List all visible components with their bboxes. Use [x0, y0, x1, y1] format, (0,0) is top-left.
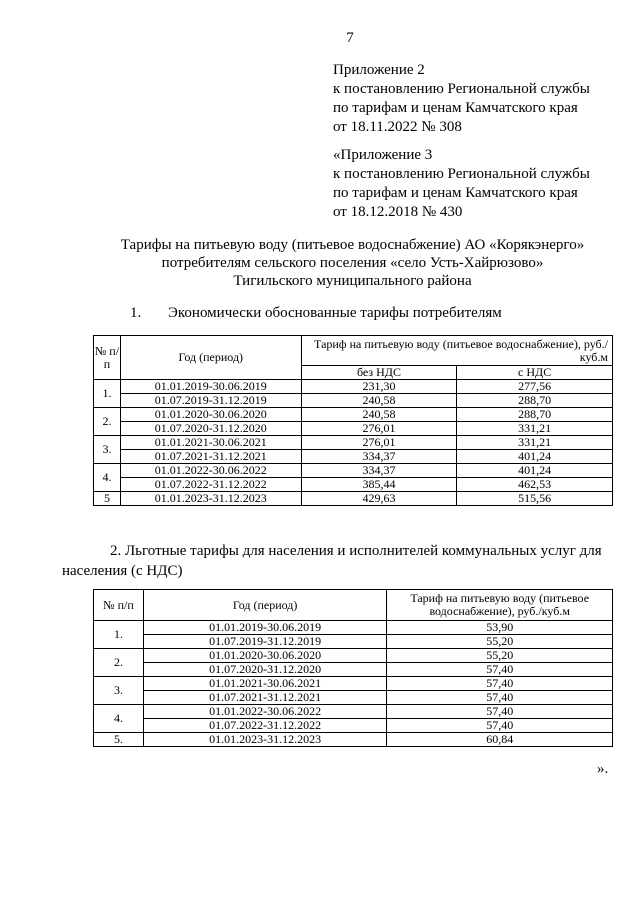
tariff-cell: 57,40	[387, 677, 613, 691]
tariff-with-vat-cell: 462,53	[457, 478, 613, 492]
table-row	[94, 408, 613, 422]
row-number: 4.	[94, 464, 121, 492]
economic-tariffs-table	[93, 335, 613, 506]
row-number: 2.	[94, 649, 144, 677]
tariff-without-vat-cell: 429,63	[301, 492, 457, 506]
section-2-line: населения (с НДС)	[62, 563, 183, 579]
appendix-line: по тарифам и ценам Камчатского края	[333, 100, 578, 116]
period-cell: 01.01.2021-30.06.2021	[143, 677, 386, 691]
period-cell: 01.01.2023-31.12.2023	[120, 492, 301, 506]
table-row	[94, 380, 613, 394]
appendix-3-reference	[333, 146, 590, 222]
header-period: Год (период)	[143, 590, 386, 621]
tariff-without-vat-cell: 276,01	[301, 436, 457, 450]
period-cell: 01.07.2019-31.12.2019	[143, 635, 386, 649]
period-cell: 01.01.2023-31.12.2023	[143, 733, 386, 747]
appendix-line: от 18.12.2018 № 430	[333, 204, 463, 220]
tariff-with-vat-cell: 515,56	[457, 492, 613, 506]
tariff-cell: 55,20	[387, 649, 613, 663]
appendix-line: «Приложение 3	[333, 147, 433, 163]
row-number: 3.	[94, 677, 144, 705]
table-row	[94, 733, 613, 747]
table-row	[94, 478, 613, 492]
tariff-with-vat-cell: 288,70	[457, 394, 613, 408]
appendix-line: по тарифам и ценам Камчатского края	[333, 185, 578, 201]
tariff-cell: 55,20	[387, 635, 613, 649]
tariff-cell: 53,90	[387, 621, 613, 635]
tariff-cell: 57,40	[387, 705, 613, 719]
table-row	[94, 663, 613, 677]
header-tariff: Тариф на питьевую воду (питьевое водоснабжение), руб./куб.м	[301, 336, 612, 366]
table-row	[94, 422, 613, 436]
tariff-cell: 57,40	[387, 719, 613, 733]
table-row	[94, 705, 613, 719]
page-number: 7	[346, 30, 354, 46]
section-1-heading	[130, 305, 502, 322]
period-cell: 01.07.2022-31.12.2022	[120, 478, 301, 492]
period-cell: 01.01.2020-30.06.2020	[143, 649, 386, 663]
header-tariff: Тариф на питьевую воду (питьевое водоснабжение), руб./куб.м	[387, 590, 613, 621]
tariff-with-vat-cell: 401,24	[457, 464, 613, 478]
row-number: 1.	[94, 380, 121, 408]
tariff-without-vat-cell: 240,58	[301, 394, 457, 408]
appendix-line: от 18.11.2022 № 308	[333, 119, 462, 135]
row-number: 2.	[94, 408, 121, 436]
row-number: 5.	[94, 733, 144, 747]
tariff-without-vat-cell: 334,37	[301, 464, 457, 478]
title-line: потребителям сельского поселения «село Усть-Хайрюзово»	[161, 255, 544, 271]
appendix-line: Приложение 2	[333, 62, 425, 78]
tariff-cell: 57,40	[387, 691, 613, 705]
tariff-with-vat-cell: 331,21	[457, 436, 613, 450]
document-title	[60, 236, 640, 290]
table-row	[94, 649, 613, 663]
tariff-with-vat-cell: 277,56	[457, 380, 613, 394]
period-cell: 01.07.2020-31.12.2020	[120, 422, 301, 436]
tariff-with-vat-cell: 401,24	[457, 450, 613, 464]
appendix-line: к постановлению Региональной службы	[333, 81, 590, 97]
preferential-tariffs-table	[93, 589, 613, 747]
row-number: 3.	[94, 436, 121, 464]
appendix-line: к постановлению Региональной службы	[333, 166, 590, 182]
period-cell: 01.07.2019-31.12.2019	[120, 394, 301, 408]
closing-quote: ».	[597, 761, 609, 777]
table-row	[94, 621, 613, 635]
table-row	[94, 450, 613, 464]
header-no: № п/п	[94, 336, 121, 380]
table-row	[94, 436, 613, 450]
appendix-2-reference	[333, 61, 590, 137]
header-no: № п/п	[94, 590, 144, 621]
tariff-without-vat-cell: 334,37	[301, 450, 457, 464]
header-without-vat: без НДС	[301, 366, 457, 380]
row-number: 5	[94, 492, 121, 506]
tariff-without-vat-cell: 276,01	[301, 422, 457, 436]
header-with-vat: с НДС	[457, 366, 613, 380]
tariff-with-vat-cell: 288,70	[457, 408, 613, 422]
table-row	[94, 464, 613, 478]
table-row	[94, 677, 613, 691]
period-cell: 01.01.2020-30.06.2020	[120, 408, 301, 422]
period-cell: 01.07.2020-31.12.2020	[143, 663, 386, 677]
table-row	[94, 492, 613, 506]
section-title: Экономически обоснованные тарифы потребителям	[168, 305, 502, 321]
period-cell: 01.01.2019-30.06.2019	[120, 380, 301, 394]
tariff-without-vat-cell: 385,44	[301, 478, 457, 492]
period-cell: 01.01.2022-30.06.2022	[120, 464, 301, 478]
title-line: Тарифы на питьевую воду (питьевое водоснабжение) АО «Корякэнерго»	[120, 237, 585, 253]
section-2-heading	[62, 541, 622, 581]
section-2-line: 2. Льготные тарифы для населения и исполнителей коммунальных услуг для	[110, 543, 602, 559]
table-row	[94, 635, 613, 649]
row-number: 1.	[94, 621, 144, 649]
period-cell: 01.01.2022-30.06.2022	[143, 705, 386, 719]
section-number: 1.	[130, 305, 142, 321]
table-row	[94, 394, 613, 408]
period-cell: 01.07.2021-31.12.2021	[143, 691, 386, 705]
table-row	[94, 719, 613, 733]
header-period: Год (период)	[120, 336, 301, 380]
period-cell: 01.07.2022-31.12.2022	[143, 719, 386, 733]
tariff-without-vat-cell: 240,58	[301, 408, 457, 422]
title-line: Тигильского муниципального района	[233, 273, 472, 289]
row-number: 4.	[94, 705, 144, 733]
tariff-cell: 60,84	[387, 733, 613, 747]
tariff-without-vat-cell: 231,30	[301, 380, 457, 394]
period-cell: 01.01.2021-30.06.2021	[120, 436, 301, 450]
tariff-with-vat-cell: 331,21	[457, 422, 613, 436]
period-cell: 01.01.2019-30.06.2019	[143, 621, 386, 635]
table-row	[94, 691, 613, 705]
tariff-cell: 57,40	[387, 663, 613, 677]
period-cell: 01.07.2021-31.12.2021	[120, 450, 301, 464]
